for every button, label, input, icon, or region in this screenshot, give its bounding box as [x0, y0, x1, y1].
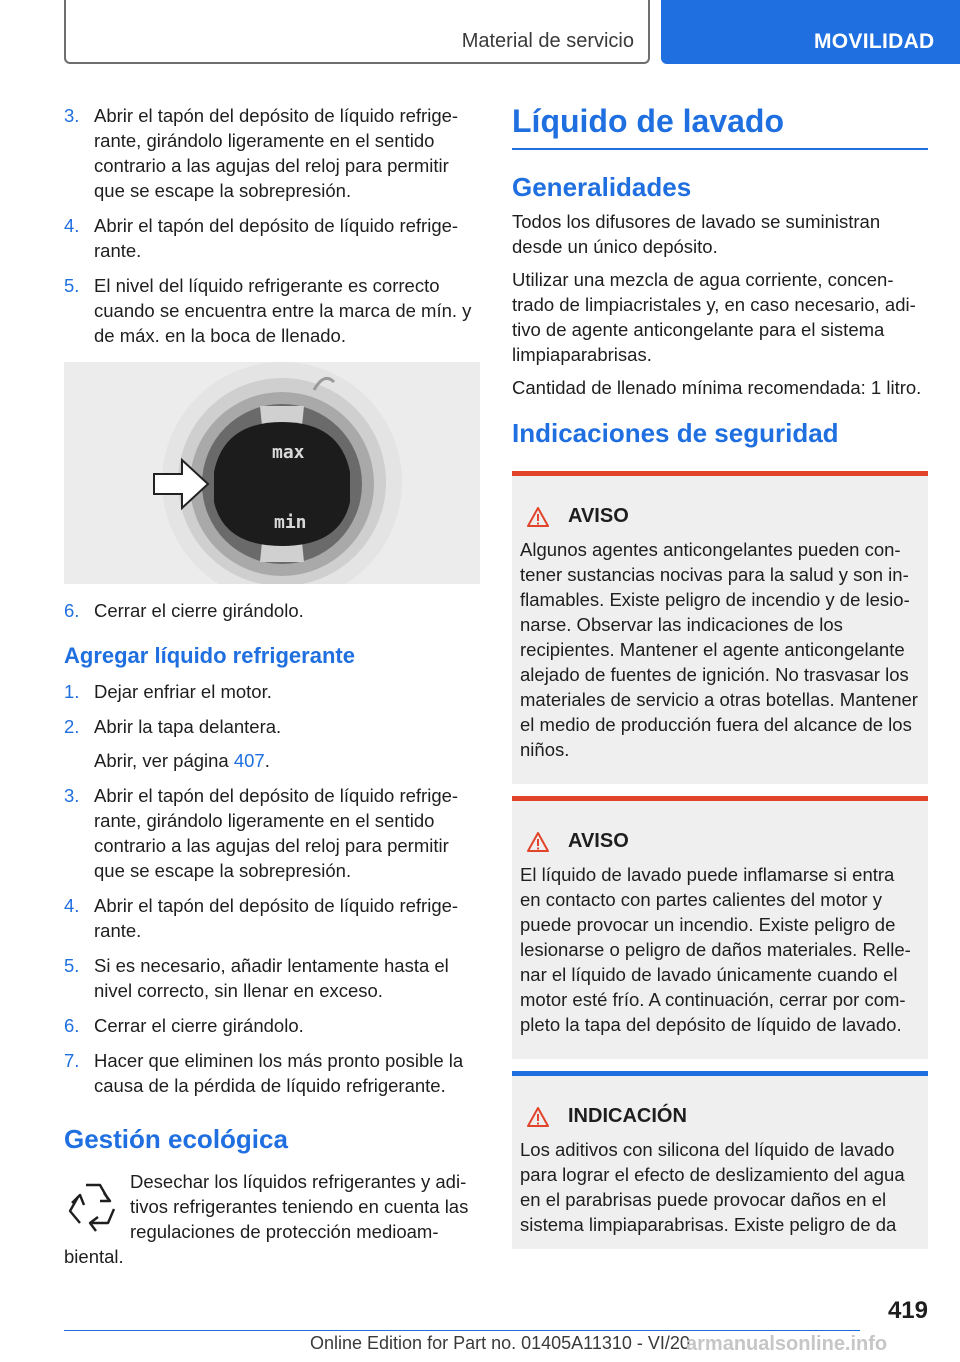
watermark: armanualsonline.info: [686, 1333, 888, 1355]
step-text: Abrir el tapón del depósito de líquido refrigerante.: [94, 215, 459, 261]
footer-divider: [64, 1330, 860, 1331]
notice-title: [520, 504, 920, 529]
warning-triangle-icon: [526, 831, 550, 853]
step-text: Cerrar el cierre girándolo.: [94, 600, 304, 621]
coolant-filler-neck-illustration: [64, 362, 480, 584]
step-number: 5.: [64, 955, 80, 976]
info-notice: [512, 1071, 928, 1249]
right-column: [512, 103, 928, 1261]
notice-title: [520, 829, 920, 854]
step-item: [64, 1048, 480, 1098]
notice-text: Los aditivos con silicona del líquido de lavado para lograr el efecto de deslizamiento del agua en el parabrisas puede provocar daños en el sistema limpiaparabrisas. Existe peligro de da: [520, 1139, 905, 1235]
notice-title-text: AVISO: [568, 830, 629, 852]
step-item: [64, 953, 480, 1003]
steps-check-level: [64, 103, 480, 348]
recycle-icon: [64, 1177, 122, 1237]
step-text: Dejar enfriar el motor.: [94, 681, 272, 702]
step-text: Si es necesario, añadir lentamente hasta el nivel correcto, sin llenar en exceso.: [94, 955, 449, 1001]
step-text: Hacer que eliminen los más pronto posible la causa de la pérdida de líquido refrigerante.: [94, 1050, 464, 1096]
step-number: 2.: [64, 716, 80, 737]
warning-triangle-icon: [526, 506, 550, 528]
notice-text: Algunos agentes anticongelantes pueden contener sustancias nocivas para la salud y son inflamables. Existe peligro de incendio y de lesionarse. Observar las indicaciones de los recipientes. Mantener el agente anticongelante alejado de fuentes de ignición. No trasvasar los materiales de servicio a otras botellas. Mantener el medio de producción fuera del alcance de los niños.: [520, 539, 918, 760]
general-heading: Generalidades: [512, 172, 692, 202]
min-mark-label: min: [274, 512, 307, 533]
coolant-cap-photo: [64, 362, 480, 584]
step-item: [64, 213, 480, 263]
step-number: 4.: [64, 215, 80, 236]
step-number: 7.: [64, 1050, 80, 1071]
reference-suffix: .: [264, 750, 270, 771]
max-mark-label: max: [272, 442, 305, 463]
step-number: 4.: [64, 895, 80, 916]
step-text: Cerrar el cierre girándolo.: [94, 1015, 304, 1036]
header-chapter-tab[interactable]: [661, 0, 960, 64]
eco-heading: Gestión ecológica: [64, 1124, 288, 1154]
step-number: 6.: [64, 600, 80, 621]
step-text: Abrir la tapa delantera.: [94, 716, 282, 737]
header-chapter-label: MOVILIDAD: [814, 30, 935, 53]
step-text: El nivel del líquido refrigerante es correcto cuando se encuentra entre la marca de mín. y de máx. en la boca de llenado.: [94, 275, 472, 346]
step-item: [64, 598, 480, 623]
header-section-title: Material de servicio: [461, 30, 634, 52]
paragraph: Utilizar una mezcla de agua corriente, concentrado de limpiacristales y, en caso necesario, aditivo de agente anticongelante para el sistema limpiaparabrisas.: [512, 269, 916, 365]
step-number: 6.: [64, 1015, 80, 1036]
step-item: [64, 1013, 480, 1038]
step-number: 3.: [64, 785, 80, 806]
step-number: 1.: [64, 681, 80, 702]
notice-title-text: AVISO: [568, 505, 629, 527]
eco-paragraph: [64, 1169, 480, 1269]
paragraph: Todos los difusores de lavado se suministran desde un único depósito.: [512, 211, 881, 257]
warning-triangle-icon: [526, 1106, 550, 1128]
page-number: 419: [887, 1297, 928, 1324]
step-item: [64, 714, 480, 773]
header-section-box: [64, 0, 650, 64]
step-reference: [94, 748, 480, 773]
page-link[interactable]: 407: [233, 750, 265, 771]
safety-heading: Indicaciones de seguridad: [512, 418, 839, 448]
step-item: [64, 893, 480, 943]
notice-title-text: INDICACIÓN: [568, 1105, 687, 1127]
step-number: 3.: [64, 105, 80, 126]
add-coolant-heading: Agregar líquido refrigerante: [64, 643, 355, 668]
step-text: Abrir el tapón del depósito de líquido refrigerante, girándolo ligeramente en el sentido contrario a las agujas del reloj para permitir que se escape la sobrepresión.: [94, 105, 459, 201]
notice-text: El líquido de lavado puede inflamarse si entra en contacto con partes calientes del motor y puede provocar un incendio. Existe peligro de lesionarse o peligro de daños materiales. Rellenar el líquido de lavado únicamente cuando el motor esté frío. A continuación, cerrar por completo la tapa del depósito de líquido de lavado.: [520, 864, 911, 1035]
left-column: [64, 103, 480, 1269]
notice-title: [520, 1104, 920, 1129]
step-text: Abrir el tapón del depósito de líquido refrigerante, girándolo ligeramente en el sentido contrario a las agujas del reloj para permitir que se escape la sobrepresión.: [94, 785, 459, 881]
step-item: [64, 679, 480, 704]
steps-add-coolant: [64, 679, 480, 1098]
warning-notice: [512, 471, 928, 784]
step-text: Abrir el tapón del depósito de líquido refrigerante.: [94, 895, 459, 941]
page-title: Líquido de lavado: [512, 103, 928, 150]
step-item: [64, 103, 480, 203]
reference-prefix: Abrir, ver página: [94, 750, 234, 771]
eco-text: Desechar los líquidos refrigerantes y aditivos refrigerantes teniendo en cuenta las regulaciones de protección medioambiental.: [64, 1171, 469, 1267]
step-item: [64, 273, 480, 348]
paragraph: Cantidad de llenado mínima recomendada: 1 litro.: [512, 377, 922, 398]
step-number: 5.: [64, 275, 80, 296]
warning-notice: [512, 796, 928, 1059]
step-item: [64, 783, 480, 883]
footer-edition: Online Edition for Part no. 01405A11310 - VI/20: [310, 1333, 690, 1353]
